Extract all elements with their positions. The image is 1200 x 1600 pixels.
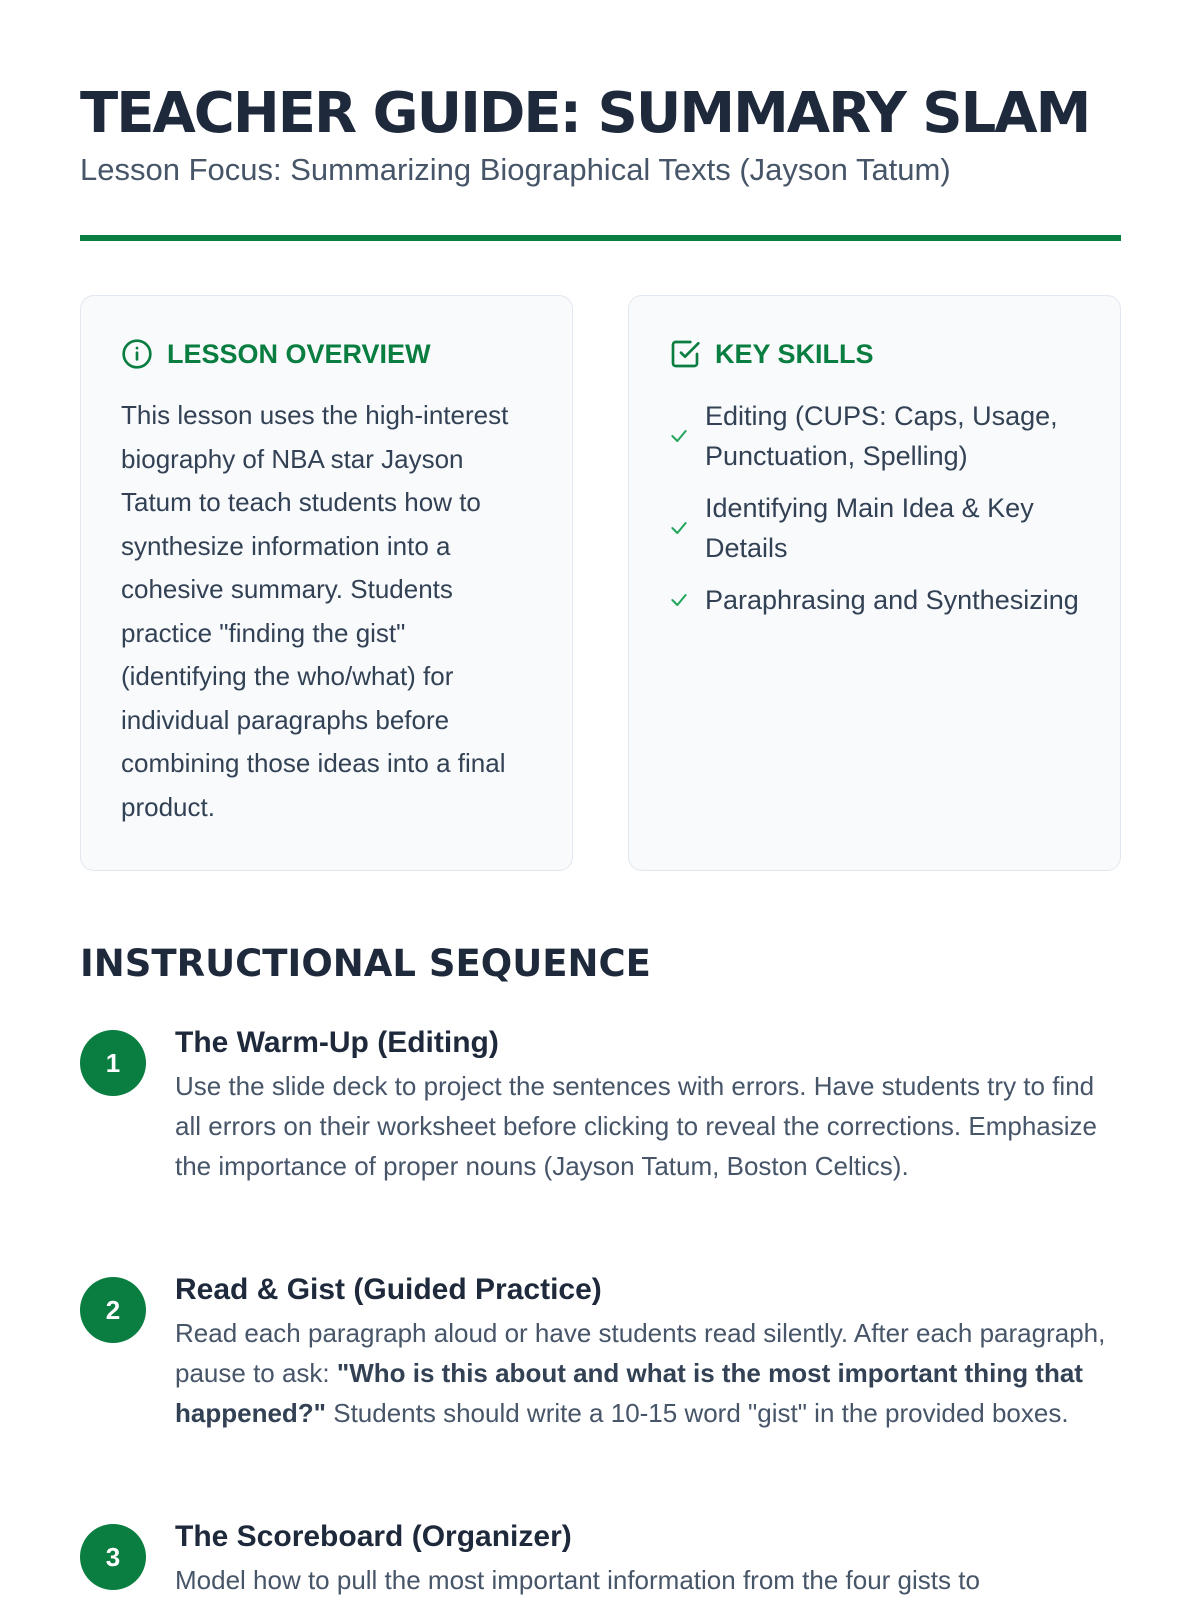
key-skills-heading: KEY SKILLS xyxy=(715,338,874,369)
step-description-text: Students should write a 10-15 word "gist" in the provided boxes. xyxy=(333,1398,1069,1428)
check-icon xyxy=(669,426,689,446)
check-icon xyxy=(669,518,689,538)
step-title: The Warm-Up (Editing) xyxy=(175,1026,499,1059)
skill-item-paraphrasing xyxy=(669,580,1089,620)
skill-item-label: Paraphrasing and Synthesizing xyxy=(705,585,1079,615)
page-subtitle: Lesson Focus: Summarizing Biographical Texts (Jayson Tatum) xyxy=(80,152,951,187)
instructional-sequence-heading: INSTRUCTIONAL SEQUENCE xyxy=(80,942,651,985)
lesson-overview-text: This lesson uses the high-interest biography of NBA star Jayson Tatum to teach students how to synthesize information into a cohesive summary. Students practice "finding the gist" (identifying the who/what) for individual paragraphs before combining those ideas into a final product. xyxy=(121,400,509,822)
step-description: Use the slide deck to project the sentences with errors. Have students try to find all errors on their worksheet before clicking to reveal the corrections. Emphasize the importance of proper nouns (Jayson Tatum, Boston Celtics). xyxy=(175,1071,1097,1181)
info-circle-icon xyxy=(121,338,153,370)
key-skills-list xyxy=(669,396,1089,632)
step-description: Model how to pull the most important information from the four gists to xyxy=(175,1565,980,1595)
step-body xyxy=(175,1516,1121,1600)
key-skills-header xyxy=(669,336,874,372)
skill-item-editing xyxy=(669,396,1089,476)
step-title: Read & Gist (Guided Practice) xyxy=(175,1273,602,1306)
step-body xyxy=(175,1269,1121,1433)
skill-item-label: Editing (CUPS: Caps, Usage, Punctuation, Spelling) xyxy=(705,401,1058,471)
step-description-text: Read each paragraph aloud or have students read silently. After each paragraph, pause to ask: xyxy=(175,1318,1106,1388)
check-icon xyxy=(669,590,689,610)
page-title: TEACHER GUIDE: SUMMARY SLAM xyxy=(80,81,1090,146)
lesson-overview-header xyxy=(121,336,431,372)
step-key-question: "Who is this about and what is the most important thing that happened?" xyxy=(175,1358,1083,1428)
lesson-overview-card xyxy=(80,295,573,871)
step-number-badge: 2 xyxy=(80,1277,146,1343)
step-body xyxy=(175,1022,1121,1186)
step-title: The Scoreboard (Organizer) xyxy=(175,1520,572,1553)
checkbox-icon xyxy=(669,338,701,370)
title-divider xyxy=(80,235,1121,241)
skill-item-label: Identifying Main Idea & Key Details xyxy=(705,493,1034,563)
skill-item-main-idea xyxy=(669,488,1089,568)
key-skills-card xyxy=(628,295,1121,871)
step-number-badge: 1 xyxy=(80,1030,146,1096)
lesson-overview-heading: LESSON OVERVIEW xyxy=(167,338,431,369)
step-number-badge: 3 xyxy=(80,1524,146,1590)
step-description xyxy=(175,1313,1121,1433)
